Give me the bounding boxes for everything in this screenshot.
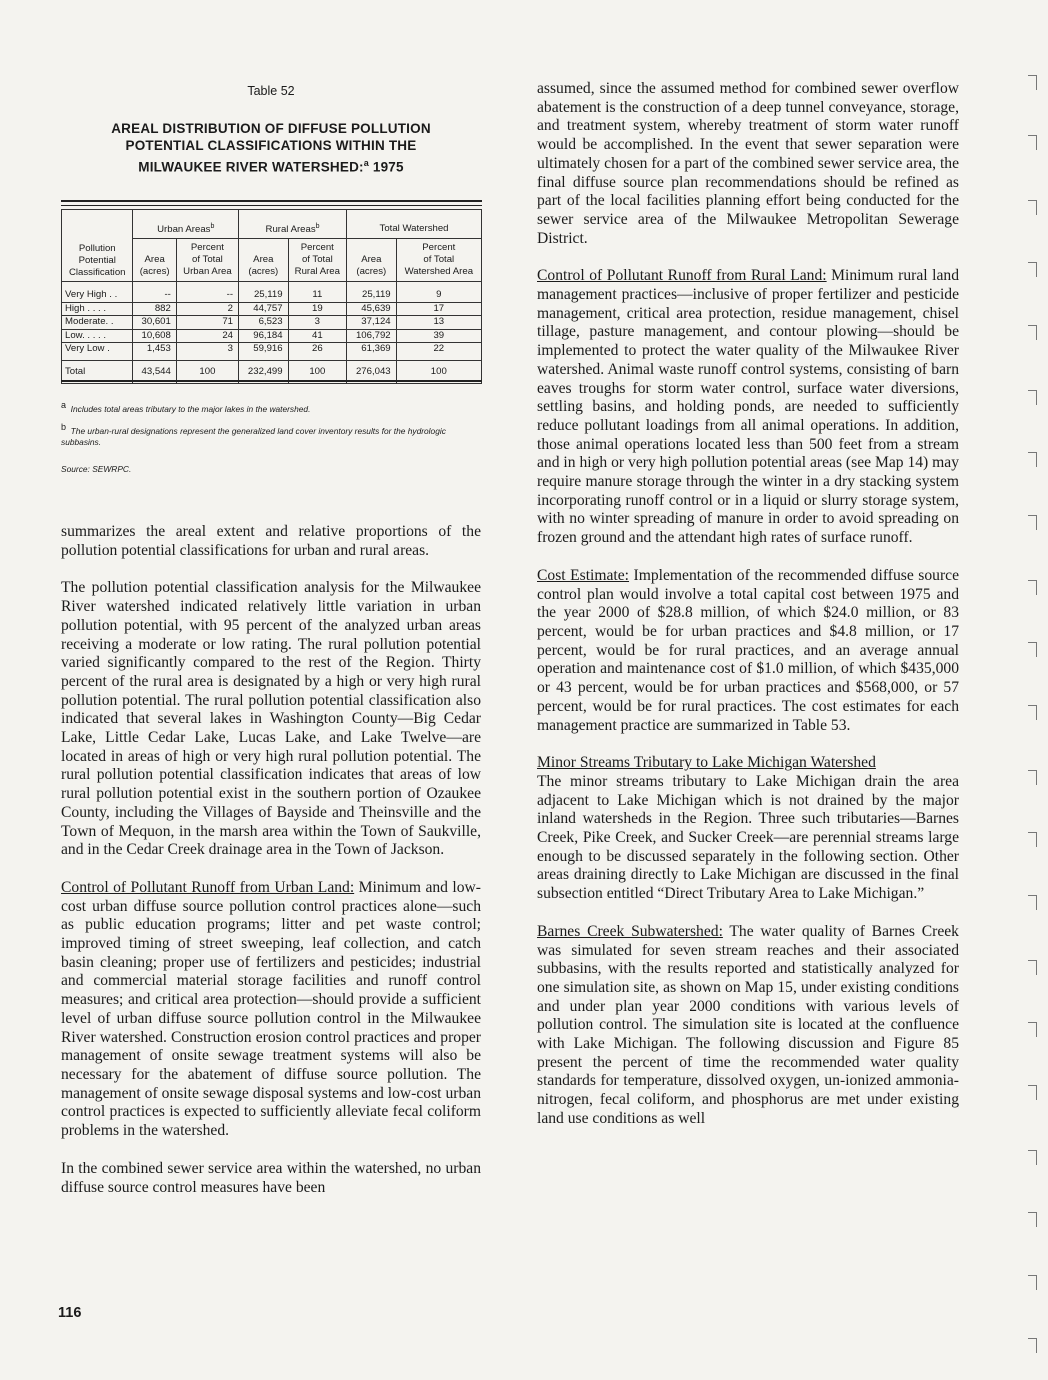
- col-rural-area-header: Area (acres): [239, 239, 289, 282]
- col-rural-pct-header: Percent of Total Rural Area: [288, 239, 346, 282]
- left-paragraph-1: summarizes the areal extent and relative proportions of the pollution potential classifications for urban and rural areas.: [61, 523, 481, 559]
- row-classification: Very Low .: [62, 343, 133, 361]
- row-classification: Moderate. .: [62, 316, 133, 330]
- binder-mark: [1028, 642, 1037, 657]
- binder-mark: [1028, 1022, 1037, 1037]
- binder-mark: [1028, 832, 1037, 847]
- group-rural-header: Rural Areas$^b$: [239, 210, 347, 239]
- total-total-pct: 100: [396, 360, 481, 383]
- row-rural-pct: 19: [288, 302, 346, 316]
- binder-mark: [1028, 325, 1037, 340]
- left-paragraph-4: In the combined sewer service area within the watershed, no urban diffuse source control measures have been: [61, 1159, 481, 1196]
- row-urban-pct: 2: [176, 302, 238, 316]
- section-heading-rural-runoff: Control of Pollutant Runoff from Rural Land:: [537, 267, 827, 285]
- col-urban-pct-header: Percent of Total Urban Area: [176, 239, 238, 282]
- group-total-header: Total Watershed: [347, 210, 482, 239]
- data-table: [61, 209, 482, 384]
- col-total-pct-header: Percent of Total Watershed Area: [396, 239, 481, 282]
- table-title: Table 52: [247, 84, 295, 98]
- left-column: [61, 523, 481, 1197]
- total-urban-area: 43,544: [133, 360, 176, 383]
- col-total-area-header: Area (acres): [347, 239, 397, 282]
- table-row: [62, 302, 482, 316]
- row-rural-area: 96,184: [239, 329, 289, 343]
- row-rural-pct: 41: [288, 329, 346, 343]
- left-paragraph-2: The pollution potential classification analysis for the Milwaukee River watershed indicated relatively little variation in urban pollution potential, with 95 percent of the analyzed urban areas receiving a moderate or low rating. The rural pollution potential varied significantly compared to the rest of the Region. Thirty percent of the rural area is designated by a high or very high rural pollution potential. The rural pollution potential classification also indicated that several lakes in Washington County—Big Cedar Lake, Little Cedar Lake, Lucas Lake, and Lake Twelve—are located in areas of high or very high rural pollution potential. The rural pollution potential classification indicates that areas of low rural pollution potential exist in the southern portion of Ozaukee County, including the Villages of Bayside and Theinsville and the Town of Mequon, in the marsh area within the Town of Saukville, and in the Cedar Creek drainage area in the Town of Jackson.: [61, 579, 481, 859]
- row-urban-area: 882: [133, 302, 176, 316]
- binder-mark: [1028, 895, 1037, 910]
- footnote-a: $^a$ Includes total areas tributary to the major lakes in the watershed.: [61, 400, 311, 414]
- row-urban-area: 10,608: [133, 329, 176, 343]
- group-urban-header: Urban Areas$^b$: [133, 210, 239, 239]
- row-rural-area: 59,916: [239, 343, 289, 361]
- table-top-rule: [61, 200, 482, 202]
- left-paragraph-3: Control of Pollutant Runoff from Urban Land: Minimum and low-cost urban diffuse source pollution control practices alone—such as public education programs; litter and pet waste control; improved timing of street sweeping, leaf collection, and catch basin cleaning; proper use of fertilizers and pesticides; industrial and commercial material storage facilities and runoff control measures; and critical area protection—should provide a sufficient level of urban diffuse source pollution control in the Milwaukee River watershed. Construction erosion control practices and proper management of onsite sewage treatment systems will also be necessary for the abatement of diffuse source pollution. The management of onsite sewage disposal systems and low-cost urban control practices is expected to sufficiently alleviate fecal coliform problems in the watershed.: [61, 878, 481, 1140]
- row-urban-pct: 3: [176, 343, 238, 361]
- row-rural-pct: 3: [288, 316, 346, 330]
- row-rural-pct: 26: [288, 343, 346, 361]
- total-urban-pct: 100: [176, 360, 238, 383]
- row-rural-area: 44,757: [239, 302, 289, 316]
- row-rural-pct: 11: [288, 282, 346, 303]
- binder-mark: [1028, 770, 1037, 785]
- table-row: [62, 282, 482, 303]
- binder-mark: [1028, 1212, 1037, 1227]
- row-classification: High . . . .: [62, 302, 133, 316]
- total-total-area: 276,043: [347, 360, 397, 383]
- total-rural-area: 232,499: [239, 360, 289, 383]
- section-heading-cost-estimate: Cost Estimate:: [537, 566, 630, 584]
- row-urban-area: 1,453: [133, 343, 176, 361]
- binder-mark: [1028, 262, 1037, 277]
- table-bottom-rule: [61, 380, 482, 382]
- binder-mark: [1028, 580, 1037, 595]
- binder-mark: [1028, 135, 1037, 150]
- table-heading-line-3: MILWAUKEE RIVER WATERSHED:$^a$ 1975: [138, 157, 404, 175]
- row-total-area: 45,639: [347, 302, 397, 316]
- row-total-pct: 39: [396, 329, 481, 343]
- table-row: [62, 343, 482, 361]
- binder-mark: [1028, 960, 1037, 975]
- table-heading-line-1: AREAL DISTRIBUTION OF DIFFUSE POLLUTION: [111, 121, 431, 136]
- binder-mark: [1028, 390, 1037, 405]
- row-urban-pct: --: [176, 282, 238, 303]
- row-total-area: 25,119: [347, 282, 397, 303]
- section-heading-urban-runoff: Control of Pollutant Runoff from Urban Land:: [61, 878, 355, 896]
- table-group-header-row: [62, 210, 482, 239]
- row-total-area: 106,792: [347, 329, 397, 343]
- row-total-pct: 9: [396, 282, 481, 303]
- binder-mark: [1028, 1275, 1037, 1290]
- right-paragraph-3: Cost Estimate: Implementation of the recommended diffuse source control plan would involve a total capital cost between 1975 and the year 2000 of $28.8 million, of which $24.0 million, or 83 percent, would be for urban practices and $4.8 million, or 17 percent, would be for rural practices, and an average annual operation and maintenance cost of $1.0 million, of which $435,000 or 43 percent, would be for urban practices and $568,000, or 57 percent, would be for rural practices. The cost estimates for each management practice are summarized in Table 53.: [537, 566, 959, 734]
- table-heading: [61, 121, 481, 176]
- right-paragraph-5: Barnes Creek Subwatershed: The water quality of Barnes Creek was simulated for seven stream reaches and their associated subbasins, with the results reported and statistically analyzed for one simulation site, as shown on Map 15, under existing conditions and under plan year 2000 conditions with various levels of pollution control. The simulation site is located at the confluence with Lake Michigan. The following discussion and Figure 85 present the percent of time the recommended water quality standards for temperature, dissolved oxygen, un-ionized ammonia-nitrogen, fecal coliform, and phosphorus are met under existing land use conditions as well: [537, 922, 959, 1127]
- section-heading-barnes-creek: Barnes Creek Subwatershed:: [537, 922, 723, 940]
- right-paragraph-1: assumed, since the assumed method for combined sewer overflow abatement is the construction of a deep tunnel conveyance, storage, and treatment system, whereby treatment of storm water runoff would be accomplished. In the event that sewer separation were ultimately chosen for a part of the combined sewer service area, the final diffuse source plan recommendations should be refined as part of the local facilities planning effort being conducted for the sewer service area of the Milwaukee Metropolitan Sewerage District.: [537, 80, 959, 247]
- row-total-area: 37,124: [347, 316, 397, 330]
- binder-mark: [1028, 1338, 1037, 1353]
- row-rural-area: 6,523: [239, 316, 289, 330]
- row-total-pct: 13: [396, 316, 481, 330]
- binder-mark: [1028, 1150, 1037, 1165]
- total-classification: Total: [62, 360, 133, 383]
- table-top-rule-thin: [61, 205, 482, 206]
- binder-mark: [1028, 200, 1037, 215]
- footnote-b: $^b$ The urban-rural designations represent the generalized land cover inventory results for the hydrologic subbasins.: [61, 422, 446, 448]
- table-source: Source: SEWRPC.: [61, 464, 132, 474]
- col-urban-area-header: Area (acres): [133, 239, 176, 282]
- row-total-area: 61,369: [347, 343, 397, 361]
- total-rural-pct: 100: [288, 360, 346, 383]
- right-paragraph-2: Control of Pollutant Runoff from Rural Land: Minimum rural land management practices—inclusive of proper fertilizer and pesticide management, critical area protection, residue management, chisel tillage, pasture management, and contour plowing—should be implemented to protect the water quality of the Milwaukee River watershed. Animal waste runoff control systems, consisting of barn eaves troughs for storm water control, surface water diversions, settling basins, and holding ponds, are needed to sufficiently reduce pollutant loadings from all animal operations. In addition, those animal operations located less than 500 feet from a stream and in high or very high pollution potential areas (see Map 14) may require manure storage through the winter in a dry stacking system incorporating runoff control or in a liquid or slurry storage system, with no winter spreading of manure in order to avoid spreading on frozen ground and the attendant high rates of surface runoff.: [537, 267, 959, 547]
- binder-mark: [1028, 452, 1037, 467]
- binder-mark: [1028, 1085, 1037, 1100]
- row-classification: Very High . .: [62, 282, 133, 303]
- row-total-pct: 22: [396, 343, 481, 361]
- row-urban-area: 30,601: [133, 316, 176, 330]
- section-heading-minor-streams: Minor Streams Tributary to Lake Michigan Watershed: [537, 754, 876, 772]
- right-paragraph-4: The minor streams tributary to Lake Michigan drain the area adjacent to Lake Michigan which is not drained by the major inland watersheds in the Region. Three such tributaries—Barnes Creek, Pike Creek, and Sucker Creek—are perennial streams large enough to be discussed separately in the following section. Other areas draining directly to Lake Michigan are discussed in the final subsection entitled “Direct Tributary Area to Lake Michigan.”: [537, 772, 959, 903]
- table-row: [62, 316, 482, 330]
- row-rural-area: 25,119: [239, 282, 289, 303]
- row-total-pct: 17: [396, 302, 481, 316]
- table-heading-line-2: POTENTIAL CLASSIFICATIONS WITHIN THE: [125, 137, 417, 153]
- col-classification-header: Pollution Potential Classification: [62, 210, 133, 282]
- right-column: [537, 80, 959, 1129]
- row-classification: Low. . . . .: [62, 329, 133, 343]
- row-urban-area: --: [133, 282, 176, 303]
- row-urban-pct: 71: [176, 316, 238, 330]
- binder-mark: [1028, 75, 1037, 90]
- binder-mark: [1028, 515, 1037, 530]
- table-row: [62, 329, 482, 343]
- row-urban-pct: 24: [176, 329, 238, 343]
- binder-mark: [1028, 705, 1037, 720]
- page-number: 116: [58, 1305, 82, 1321]
